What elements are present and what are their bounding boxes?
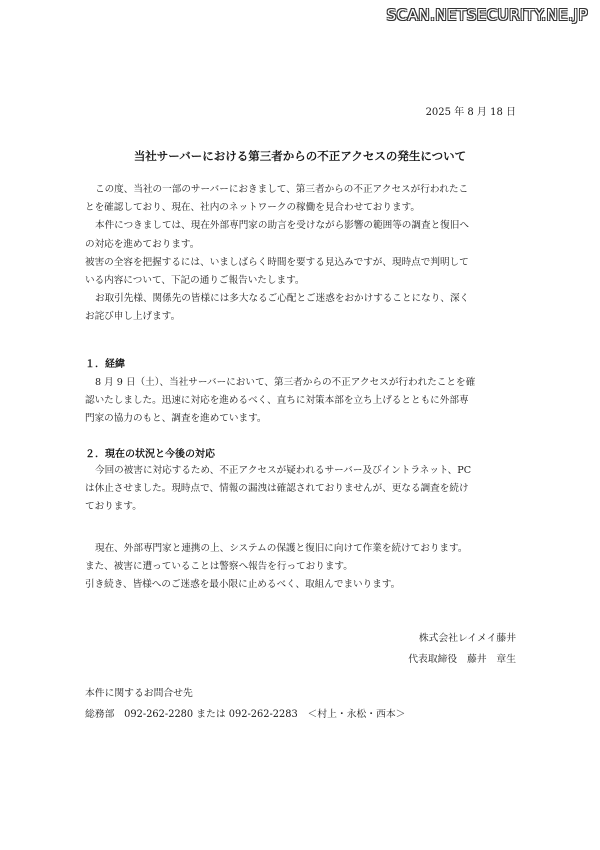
section-status-body bbox=[85, 462, 525, 517]
section-line: 門家の協力のもと、調査を進めています。 bbox=[85, 413, 267, 425]
section-line: ております。 bbox=[85, 501, 142, 513]
intro-line: の対応を進めております。 bbox=[85, 238, 200, 250]
section-heading-background: １．経緯 bbox=[85, 359, 125, 370]
intro-paragraph bbox=[85, 181, 525, 327]
contact-label: 本件に関するお問合せ先 bbox=[85, 688, 193, 699]
intro-line: とを確認しており、現在、社内のネットワークの稼働を見合わせております。 bbox=[85, 202, 421, 214]
intro-line: 被害の全容を把握するには、いましばらく時間を要する見込みですが、現時点で判明して bbox=[85, 256, 469, 268]
section-line: 今回の被害に対応するため、不正アクセスが疑われるサーバー及びイントラネット、PC bbox=[95, 465, 472, 476]
company-name: 株式会社レイメイ藤井 bbox=[418, 633, 516, 644]
document-title: 当社サーバーにおける第三者からの不正アクセスの発生について bbox=[133, 149, 467, 163]
section-line: また、被害に遭っていることは警察へ報告を行っております。 bbox=[85, 561, 353, 573]
contact-phone-line: 総務部 092-262-2280 または 092-262-2283 ＜村上・永松・西本＞ bbox=[85, 709, 406, 720]
intro-line: 本件につきましては、現在外部専門家の助言を受けながら影響の範囲等の調査と復旧へ bbox=[95, 220, 469, 232]
section-line: は休止させました。現時点で、情報の漏洩は確認されておりませんが、更なる調査を続け bbox=[85, 483, 469, 495]
site-watermark: SCAN.NETSECURITY.NE.JP bbox=[386, 6, 588, 24]
signature-block bbox=[408, 628, 516, 670]
document-date: 2025 年 8 月 18 日 bbox=[425, 107, 516, 118]
intro-line: お取引先様、関係先の皆様には多大なるご心配とご迷惑をおかけすることになり、深く bbox=[95, 293, 470, 305]
section-background-body bbox=[85, 374, 525, 429]
section-line: 引き続き、皆様へのご迷惑を最小限に止めるべく、取組んでまいります。 bbox=[85, 579, 401, 591]
intro-line: いる内容について、下記の通りご報告いたします。 bbox=[85, 275, 305, 287]
section-line: 8 月 9 日（土）、当社サーバーにおいて、第三者からの不正アクセスが行われたことを確 bbox=[95, 377, 476, 388]
representative-name: 代表取締役 藤井 章生 bbox=[408, 654, 516, 665]
section-heading-current-status: ２．現在の状況と今後の対応 bbox=[85, 449, 215, 460]
section-line: 現在、外部専門家と連携の上、システムの保護と復旧に向けて作業を続けております。 bbox=[95, 543, 468, 554]
section-status-body-continued bbox=[85, 540, 525, 595]
intro-line: お詫び申し上げます。 bbox=[85, 311, 181, 323]
section-line: 認いたしました。迅速に対応を進めるべく、直ちに対策本部を立ち上げるとともに外部専 bbox=[85, 395, 469, 407]
contact-block bbox=[85, 683, 405, 725]
intro-line: この度、当社の一部のサーバーにおきまして、第三者からの不正アクセスが行われたこ bbox=[95, 184, 469, 195]
